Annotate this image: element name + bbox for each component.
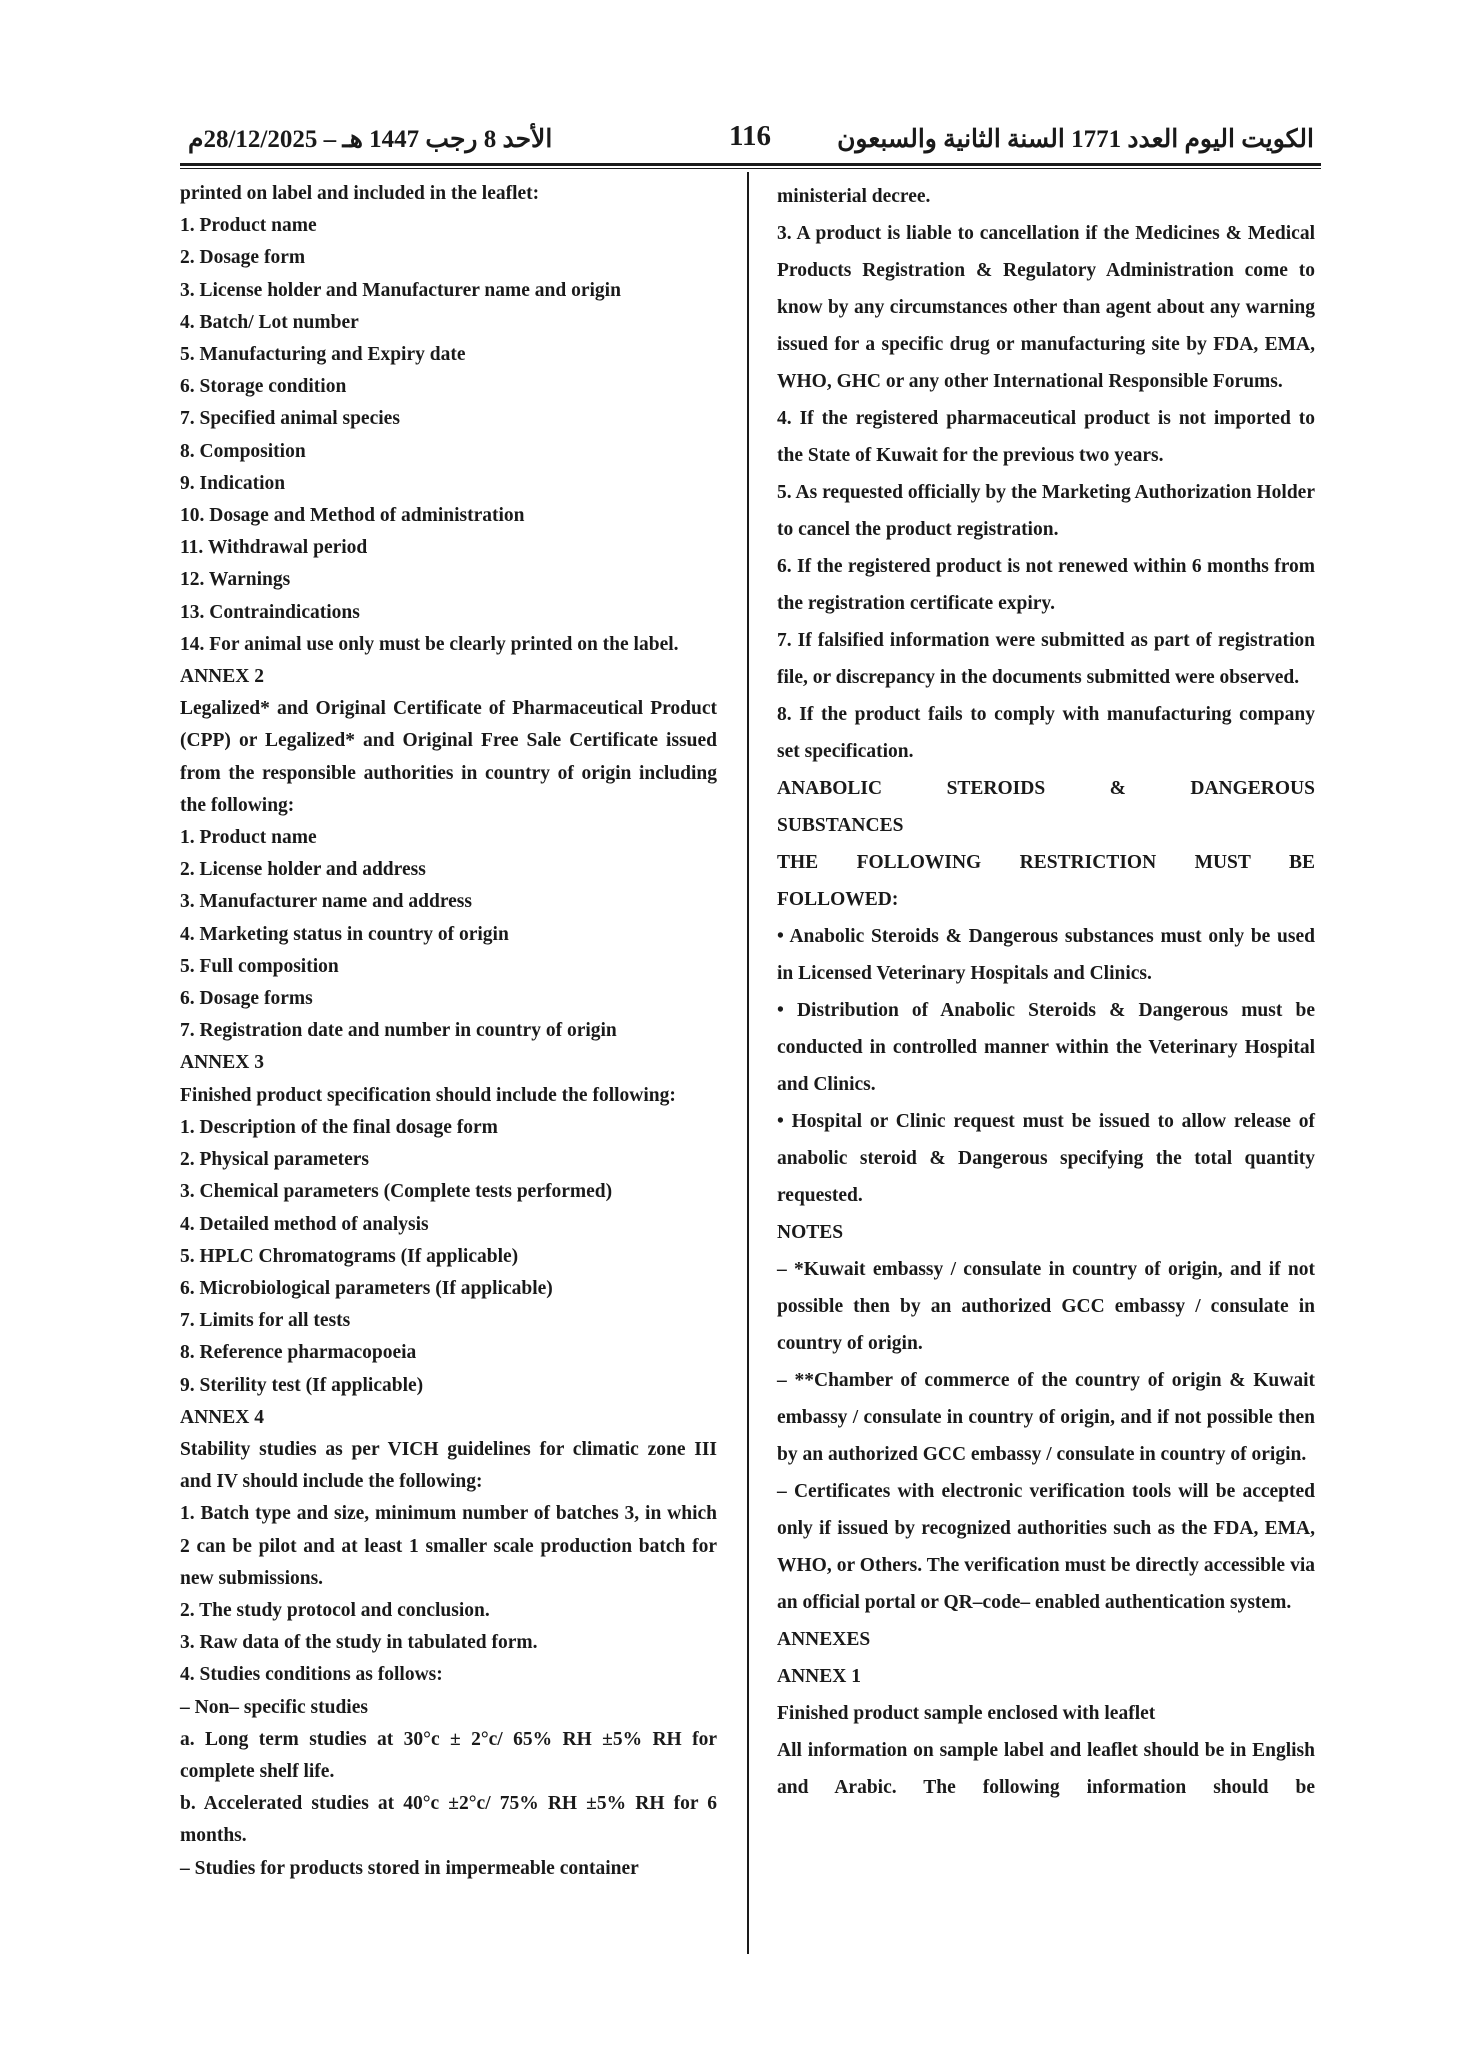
paragraph: printed on label and included in the leaflet: [180, 183, 540, 204]
paragraph: 2. The study protocol and conclusion. [180, 1599, 490, 1621]
paragraph: 5. Manufacturing and Expiry date [180, 344, 466, 366]
page-number: 116 [729, 120, 771, 152]
paragraph: 4. Marketing status in country of origin [180, 923, 509, 945]
paragraph: – Non– specific studies [180, 1696, 368, 1718]
paragraph: 3. A product is liable to cancellation if the Medicines & Medical Products Registration & Regulatory Administration come to know by any circumstances other than agent about any warning issued for a specific drug or manufacturing site by FDA, EMA, WHO, GHC or any other International Responsible Forums. [777, 223, 1315, 392]
paragraph: – Studies for products stored in impermeable container [180, 1857, 639, 1879]
paragraph: 8. Reference pharmacopoeia [180, 1342, 417, 1364]
paragraph: 6. Microbiological parameters (If applicable) [180, 1277, 553, 1299]
paragraph: b. Accelerated studies at 40°c ±2°c/ 75% RH ±5% RH for 6 months. [180, 1793, 717, 1847]
paragraph: 1. Description of the final dosage form [180, 1116, 498, 1138]
paragraph: • Distribution of Anabolic Steroids & Dangerous must be conducted in controlled manner within the Veterinary Hospital and Clinics. [777, 1000, 1315, 1095]
header-issue: الكويت اليوم العدد 1771 السنة الثانية والسبعون [837, 126, 1314, 153]
paragraph: 7. Limits for all tests [180, 1310, 351, 1332]
paragraph: 8. Composition [180, 440, 306, 462]
paragraph: FOLLOWED: [777, 889, 899, 910]
paragraph: 1. Batch type and size, minimum number of batches 3, in which 2 can be pilot and at least 1 smaller scale production batch for new submissions. [180, 1503, 717, 1589]
paragraph: ANABOLIC STEROIDS & DANGEROUS [777, 778, 1315, 799]
paragraph: 13. Contraindications [180, 601, 360, 623]
paragraph: 4. Detailed method of analysis [180, 1213, 429, 1235]
paragraph: • Hospital or Clinic request must be issued to allow release of anabolic steroid & Dangerous specifying the total quantity requested. [777, 1111, 1315, 1206]
paragraph: ANNEX 3 [180, 1052, 264, 1074]
paragraph: 9. Sterility test (If applicable) [180, 1374, 424, 1396]
paragraph: 5. HPLC Chromatograms (If applicable) [180, 1245, 519, 1267]
paragraph: 7. Specified animal species [180, 408, 400, 430]
paragraph: 1. Product name [180, 827, 317, 849]
paragraph: 12. Warnings [180, 569, 291, 591]
paragraph: – Certificates with electronic verification tools will be accepted only if issued by recognized authorities such as the FDA, EMA, WHO, or Others. The verification must be directly accessible via an official portal or QR–code– enabled authentication system. [777, 1481, 1315, 1613]
paragraph: 14. For animal use only must be clearly printed on the label. [180, 633, 679, 655]
paragraph: 6. Dosage forms [180, 988, 313, 1010]
column-divider [747, 172, 749, 1954]
paragraph: ANNEX 2 [180, 666, 264, 688]
header-rule-thick [180, 163, 1321, 166]
paragraph: 8. If the product fails to comply with manufacturing company set specification. [777, 704, 1315, 762]
paragraph: 5. As requested officially by the Marketing Authorization Holder to cancel the product registration. [777, 482, 1315, 540]
header-date: الأحد 8 رجب 1447 هـ – 28/12/2025م [188, 126, 553, 153]
paragraph: a. Long term studies at 30°c ± 2°c/ 65% RH ±5% RH for complete shelf life. [180, 1728, 717, 1782]
page-header [180, 118, 1320, 162]
paragraph: 2. Physical parameters [180, 1149, 370, 1171]
paragraph: 4. If the registered pharmaceutical product is not imported to the State of Kuwait for the previous two years. [777, 408, 1315, 466]
left-column [180, 178, 717, 1885]
paragraph: 3. Raw data of the study in tabulated form. [180, 1632, 538, 1654]
paragraph: 3. Manufacturer name and address [180, 891, 472, 913]
paragraph: 1. Product name [180, 215, 317, 237]
paragraph: 5. Full composition [180, 955, 339, 977]
paragraph: 9. Indication [180, 472, 286, 494]
paragraph: ANNEX 1 [777, 1666, 861, 1687]
paragraph: – *Kuwait embassy / consulate in country of origin, and if not possible then by an authorized GCC embassy / consulate in country of origin. [777, 1259, 1315, 1354]
paragraph: ANNEX 4 [180, 1406, 264, 1428]
paragraph: 7. If falsified information were submitted as part of registration file, or discrepancy in the documents submitted were observed. [777, 630, 1315, 688]
header-rule-thin [180, 168, 1321, 169]
paragraph: 4. Batch/ Lot number [180, 311, 359, 333]
paragraph: All information on sample label and leaflet should be in English and Arabic. The following information should be [777, 1740, 1315, 1798]
paragraph: 11. Withdrawal period [180, 537, 368, 559]
paragraph: 3. Chemical parameters (Complete tests performed) [180, 1181, 613, 1203]
paragraph: 6. Storage condition [180, 376, 347, 398]
paragraph: NOTES [777, 1222, 844, 1243]
paragraph: 3. License holder and Manufacturer name and origin [180, 279, 621, 301]
paragraph: ministerial decree. [777, 186, 931, 207]
paragraph: 10. Dosage and Method of administration [180, 505, 525, 527]
right-column [777, 178, 1315, 1806]
paragraph: 7. Registration date and number in country of origin [180, 1020, 617, 1042]
paragraph: Stability studies as per VICH guidelines for climatic zone III and IV should include the following: [180, 1438, 717, 1493]
paragraph: 2. Dosage form [180, 247, 306, 269]
paragraph: Finished product specification should include the following: [180, 1084, 676, 1106]
paragraph: Legalized* and Original Certificate of Pharmaceutical Product (CPP) or Legalized* and Original Free Sale Certificate issued from the responsible authorities in country of origin including the following: [180, 698, 717, 816]
paragraph: • Anabolic Steroids & Dangerous substances must only be used in Licensed Veterinary Hospitals and Clinics. [777, 926, 1315, 984]
paragraph: 6. If the registered product is not renewed within 6 months from the registration certificate expiry. [777, 556, 1315, 614]
paragraph: Finished product sample enclosed with leaflet [777, 1703, 1156, 1724]
paragraph: THE FOLLOWING RESTRICTION MUST BE [777, 852, 1315, 873]
paragraph: SUBSTANCES [777, 815, 904, 836]
paragraph: – **Chamber of commerce of the country of origin & Kuwait embassy / consulate in country of origin, and if not possible then by an authorized GCC embassy / consulate in country of origin. [777, 1370, 1315, 1465]
paragraph: 2. License holder and address [180, 859, 426, 881]
paragraph: 4. Studies conditions as follows: [180, 1664, 443, 1686]
paragraph: ANNEXES [777, 1629, 871, 1650]
